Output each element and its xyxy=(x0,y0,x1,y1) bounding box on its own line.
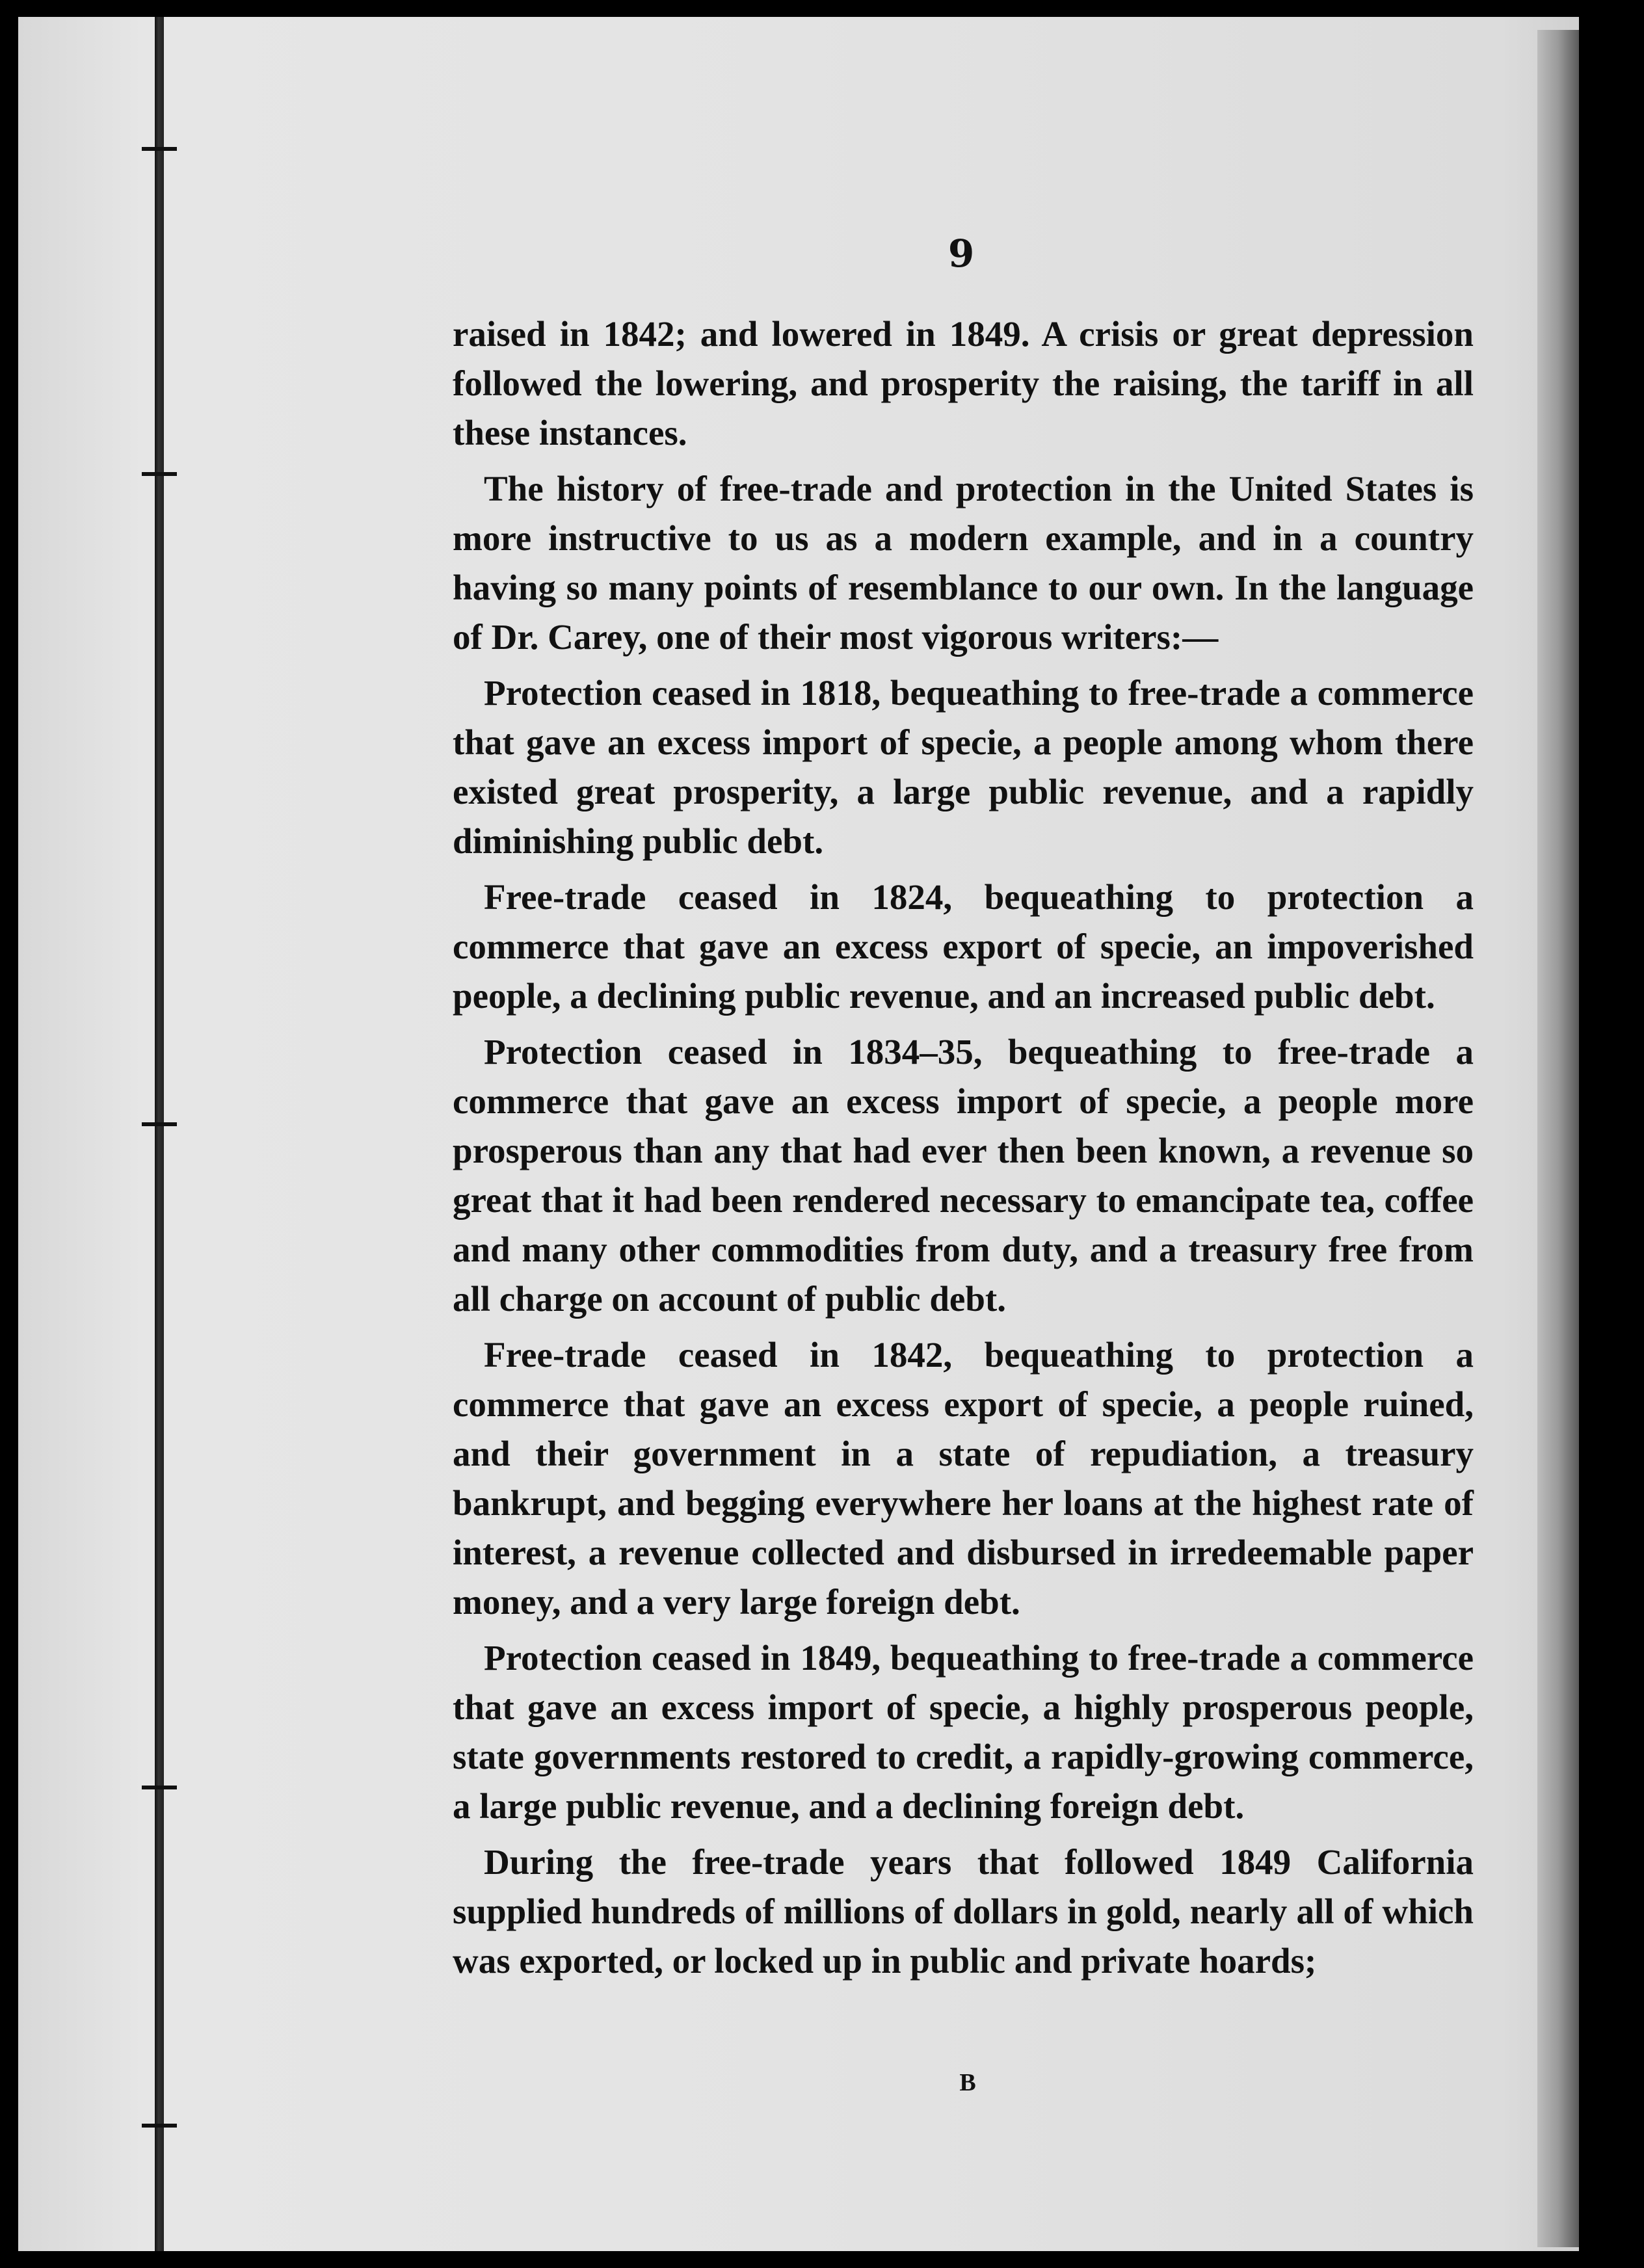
paragraph: Free-trade ceased in 1842, bequeathing to protection a commerce that gave an excess export of specie, a people ruined, and their government in a state of repudiation, a treasury bankrupt, and begging everywhere her loans at the highest rate of interest, a revenue collected and disbursed in irredeemable paper money, and a very large foreign debt. xyxy=(453,1335,1474,1622)
paragraph: Protection ceased in 1849, bequeathing to free-trade a commerce that gave an excess import of specie, a highly prosperous people, state governments restored to credit, a rapidly-growing commerce, a large public revenue, and a declining foreign debt. xyxy=(453,1638,1474,1826)
paragraph: Protection ceased in 1834–35, bequeathing to free-trade a commerce that gave an excess import of specie, a people more prosperous than any that had ever then been known, a revenue so great that it had been rendered necessary to emancipate tea, coffee and many other commodities from duty, and a treasury free from all charge on account of public debt. xyxy=(453,1032,1474,1319)
binding-stitch xyxy=(142,147,177,151)
signature-mark: B xyxy=(959,2069,976,2096)
paragraph: Free-trade ceased in 1824, bequeathing to protection a commerce that gave an excess export of specie, an impoverished people, a declining public revenue, and an increased public debt. xyxy=(453,877,1474,1016)
binding-stitch xyxy=(142,1122,177,1126)
binding-stitch xyxy=(142,1786,177,1789)
binding-stitch xyxy=(142,472,177,476)
page-number: 9 xyxy=(948,231,975,276)
book-page xyxy=(18,17,1579,2251)
paragraph: During the free-trade years that followed 1849 California supplied hundreds of millions of dollars in gold, nearly all of which was exported, or locked up in public and private hoards; xyxy=(453,1842,1474,1981)
binding-gutter xyxy=(155,17,164,2251)
binding-stitch xyxy=(142,2124,177,2128)
paragraph: Protection ceased in 1818, bequeathing to free-trade a commerce that gave an excess import of specie, a people among whom there existed great prosperity, a large public revenue, and a rapidly diminishing public debt. xyxy=(453,673,1474,861)
adjacent-page-edge xyxy=(1537,30,1579,2247)
body-text xyxy=(453,310,1474,1992)
paragraph: raised in 1842; and lowered in 1849. A crisis or great depression followed the lowering, and prosperity the raising, the tariff in all these instances. xyxy=(453,314,1474,453)
paragraph: The history of free-trade and protection in the United States is more instructive to us as a modern example, and in a country having so many points of resemblance to our own. In the language of Dr. Carey, one of their most vigorous writers:— xyxy=(453,469,1474,657)
